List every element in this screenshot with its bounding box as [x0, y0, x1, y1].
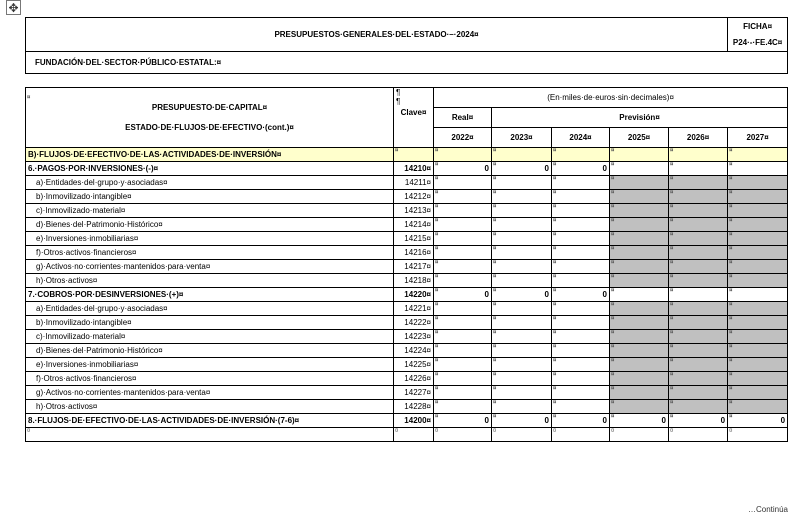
- table-row: [26, 218, 788, 232]
- real-header: Real¤: [434, 108, 492, 128]
- value-cell[interactable]: ¤ 0: [552, 414, 610, 428]
- value-cell[interactable]: [492, 232, 552, 246]
- blank-cell: [552, 428, 610, 442]
- value-cell[interactable]: [434, 372, 492, 386]
- value-cell[interactable]: [434, 274, 492, 288]
- blank-cell: [669, 428, 728, 442]
- value-cell[interactable]: [728, 204, 788, 218]
- row-clave: 14227¤: [394, 386, 434, 400]
- year-header: 2022¤: [434, 128, 492, 148]
- value-cell[interactable]: [669, 162, 728, 176]
- row-clave: 14210¤: [394, 162, 434, 176]
- value-cell[interactable]: [492, 246, 552, 260]
- value-cell[interactable]: [728, 288, 788, 302]
- value-cell[interactable]: [552, 386, 610, 400]
- value-cell[interactable]: [728, 400, 788, 414]
- value-cell[interactable]: [669, 344, 728, 358]
- value-cell[interactable]: [492, 372, 552, 386]
- value-cell[interactable]: [434, 176, 492, 190]
- row-label: a)·Entidades·del·grupo·y·asociadas¤: [26, 302, 394, 316]
- section-b-label: B)·FLUJOS·DE·EFECTIVO·DE·LAS·ACTIVIDADES·DE·INVERSIÓN¤: [26, 148, 394, 162]
- table-row: [26, 344, 788, 358]
- row-clave: 14211¤: [394, 176, 434, 190]
- row-clave: 14225¤: [394, 358, 434, 372]
- year-header: 2026¤: [669, 128, 728, 148]
- table-move-handle-icon[interactable]: ✥: [6, 0, 21, 15]
- value-cell[interactable]: [728, 372, 788, 386]
- value-cell[interactable]: [728, 246, 788, 260]
- value-cell[interactable]: [434, 400, 492, 414]
- table-row: [26, 176, 788, 190]
- value-cell[interactable]: [434, 358, 492, 372]
- page-title: PRESUPUESTOS·GENERALES·DEL·ESTADO·–·2024¤: [26, 18, 728, 52]
- value-cell[interactable]: [492, 274, 552, 288]
- row-label: h)·Otros·activos¤: [26, 274, 394, 288]
- value-cell[interactable]: ¤ 0: [669, 414, 728, 428]
- ficha-code: P24·-·FE.4C¤: [732, 37, 783, 47]
- row-label: b)·Inmovilizado·intangible¤: [26, 190, 394, 204]
- row-label: 7.·COBROS·POR·DESINVERSIONES·(+)¤: [26, 288, 394, 302]
- value-cell[interactable]: [728, 330, 788, 344]
- value-cell[interactable]: [434, 190, 492, 204]
- table-row: [26, 330, 788, 344]
- row-clave: 14212¤: [394, 190, 434, 204]
- value-cell[interactable]: [434, 386, 492, 400]
- value-cell[interactable]: ¤ 0: [434, 162, 492, 176]
- unit-note: (En·miles·de·euros·sin·decimales)¤: [434, 88, 788, 108]
- value-cell[interactable]: [728, 344, 788, 358]
- value-cell[interactable]: [434, 316, 492, 330]
- table-row: [26, 162, 788, 176]
- row-label: 6.·PAGOS·POR·INVERSIONES·(-)¤: [26, 162, 394, 176]
- ficha-box: [728, 18, 788, 52]
- ficha-label: FICHA¤: [743, 21, 773, 31]
- value-cell[interactable]: ¤ 0: [492, 162, 552, 176]
- value-cell[interactable]: [434, 344, 492, 358]
- value-cell[interactable]: [610, 246, 669, 260]
- value-cell[interactable]: [434, 302, 492, 316]
- value-cell[interactable]: [610, 162, 669, 176]
- row-label: e)·Inversiones·inmobiliarias¤: [26, 232, 394, 246]
- value-cell[interactable]: [552, 204, 610, 218]
- table-title-line1: ¤ PRESUPUESTO·DE·CAPITAL¤: [151, 102, 268, 112]
- blank-row: [26, 428, 788, 442]
- value-cell[interactable]: [669, 316, 728, 330]
- row-label: f)·Otros·activos·financieros¤: [26, 246, 394, 260]
- value-cell[interactable]: [492, 330, 552, 344]
- value-cell[interactable]: [669, 190, 728, 204]
- value-cell[interactable]: [552, 358, 610, 372]
- value-cell[interactable]: [669, 372, 728, 386]
- value-cell[interactable]: [492, 302, 552, 316]
- value-cell[interactable]: [610, 190, 669, 204]
- row-clave: 14200¤: [394, 414, 434, 428]
- value-cell[interactable]: ¤ 0: [492, 414, 552, 428]
- value-cell[interactable]: [728, 386, 788, 400]
- row-clave: 14223¤: [394, 330, 434, 344]
- separator-row: [26, 74, 788, 88]
- value-cell[interactable]: [610, 358, 669, 372]
- value-cell[interactable]: [610, 204, 669, 218]
- fundacion-label: FUNDACIÓN·DEL·SECTOR·PÚBLICO·ESTATAL:¤: [26, 52, 788, 74]
- value-cell[interactable]: [434, 218, 492, 232]
- value-cell[interactable]: [728, 190, 788, 204]
- value-cell[interactable]: [492, 190, 552, 204]
- value-cell[interactable]: ¤ 0: [434, 414, 492, 428]
- value-cell[interactable]: [610, 232, 669, 246]
- value-cell[interactable]: [669, 288, 728, 302]
- value-cell[interactable]: [552, 400, 610, 414]
- value-cell[interactable]: ¤ 0: [492, 288, 552, 302]
- blank-cell: [394, 428, 434, 442]
- value-cell[interactable]: [492, 204, 552, 218]
- row-label: d)·Bienes·del·Patrimonio·Histórico¤: [26, 344, 394, 358]
- value-cell[interactable]: [434, 246, 492, 260]
- value-cell[interactable]: [669, 274, 728, 288]
- row-label: g)·Activos·no·corrientes·mantenidos·para·venta¤: [26, 260, 394, 274]
- value-cell[interactable]: [669, 218, 728, 232]
- row-clave: 14215¤: [394, 232, 434, 246]
- table-row: [26, 260, 788, 274]
- value-cell[interactable]: [610, 400, 669, 414]
- row-label: 8.·FLUJOS·DE·EFECTIVO·DE·LAS·ACTIVIDADES·DE·INVERSIÓN·(7-6)¤: [26, 414, 394, 428]
- table-row: [26, 400, 788, 414]
- table-title-line2: ESTADO·DE·FLUJOS·DE·EFECTIVO·(cont.)¤: [125, 122, 294, 132]
- row-clave: 14217¤: [394, 260, 434, 274]
- value-cell[interactable]: [728, 358, 788, 372]
- value-cell[interactable]: [552, 176, 610, 190]
- value-cell[interactable]: [669, 400, 728, 414]
- year-header: 2024¤: [552, 128, 610, 148]
- table-row: [26, 288, 788, 302]
- value-cell[interactable]: [610, 288, 669, 302]
- value-cell[interactable]: [669, 358, 728, 372]
- value-cell[interactable]: [610, 218, 669, 232]
- year-header: 2025¤: [610, 128, 669, 148]
- row-label: f)·Otros·activos·financieros¤: [26, 372, 394, 386]
- table-row: [26, 414, 788, 428]
- value-cell[interactable]: [492, 260, 552, 274]
- value-cell[interactable]: [610, 316, 669, 330]
- table-row: [26, 274, 788, 288]
- value-cell[interactable]: [610, 344, 669, 358]
- row-label: g)·Activos·no·corrientes·mantenidos·para·venta¤: [26, 386, 394, 400]
- table-row: [26, 204, 788, 218]
- pilcrow-1: ¶: [396, 88, 401, 97]
- value-cell[interactable]: [669, 176, 728, 190]
- row-clave: 14221¤: [394, 302, 434, 316]
- value-cell[interactable]: [728, 316, 788, 330]
- table-row: [26, 246, 788, 260]
- value-cell[interactable]: [610, 372, 669, 386]
- value-cell[interactable]: [610, 302, 669, 316]
- row-clave: 14213¤: [394, 204, 434, 218]
- blank-cell: [492, 428, 552, 442]
- value-cell[interactable]: [728, 302, 788, 316]
- table-row: [26, 302, 788, 316]
- row-label: e)·Inversiones·inmobiliarias¤: [26, 358, 394, 372]
- blank-cell: [610, 428, 669, 442]
- value-cell[interactable]: [492, 218, 552, 232]
- value-cell[interactable]: [728, 162, 788, 176]
- value-cell[interactable]: [669, 330, 728, 344]
- blank-cell: [728, 428, 788, 442]
- value-cell[interactable]: [492, 386, 552, 400]
- row-clave: 14222¤: [394, 316, 434, 330]
- value-cell[interactable]: [552, 246, 610, 260]
- table-row: [26, 358, 788, 372]
- value-cell[interactable]: [434, 204, 492, 218]
- value-cell[interactable]: [610, 330, 669, 344]
- table-title: [26, 88, 394, 148]
- row-clave: 14214¤: [394, 218, 434, 232]
- row-label: b)·Inmovilizado·intangible¤: [26, 316, 394, 330]
- value-cell[interactable]: ¤ 0: [610, 414, 669, 428]
- row-label: a)·Entidades·del·grupo·y·asociadas¤: [26, 176, 394, 190]
- value-cell[interactable]: ¤ 0: [552, 288, 610, 302]
- value-cell[interactable]: [669, 232, 728, 246]
- value-cell[interactable]: [669, 246, 728, 260]
- row-clave: 14224¤: [394, 344, 434, 358]
- value-cell[interactable]: [552, 218, 610, 232]
- row-label: c)·Inmovilizado·material¤: [26, 204, 394, 218]
- value-cell[interactable]: [669, 386, 728, 400]
- continua-note: …Continúa: [747, 505, 788, 514]
- value-cell[interactable]: [610, 274, 669, 288]
- year-header: 2023¤: [492, 128, 552, 148]
- table-row: [26, 190, 788, 204]
- table-row: [26, 386, 788, 400]
- blank-cell: [26, 428, 394, 442]
- budget-form-table: [25, 17, 788, 442]
- value-cell[interactable]: [552, 372, 610, 386]
- value-cell[interactable]: ¤ 0: [552, 162, 610, 176]
- table-row: [26, 232, 788, 246]
- row-clave: 14216¤: [394, 246, 434, 260]
- value-cell[interactable]: [492, 400, 552, 414]
- value-cell[interactable]: [492, 176, 552, 190]
- value-cell[interactable]: ¤ 0: [434, 288, 492, 302]
- year-header: 2027¤: [728, 128, 788, 148]
- value-cell[interactable]: [728, 274, 788, 288]
- clave-label: Clave¤: [400, 108, 427, 117]
- value-cell[interactable]: [492, 344, 552, 358]
- row-label: c)·Inmovilizado·material¤: [26, 330, 394, 344]
- value-cell[interactable]: [552, 260, 610, 274]
- value-cell[interactable]: [434, 260, 492, 274]
- blank-cell: [434, 428, 492, 442]
- clave-header: [394, 88, 434, 148]
- value-cell[interactable]: [552, 316, 610, 330]
- value-cell[interactable]: [610, 260, 669, 274]
- value-cell[interactable]: [728, 260, 788, 274]
- row-label: d)·Bienes·del·Patrimonio·Histórico¤: [26, 218, 394, 232]
- value-cell[interactable]: [728, 176, 788, 190]
- table-row: [26, 372, 788, 386]
- row-clave: 14226¤: [394, 372, 434, 386]
- value-cell[interactable]: [552, 190, 610, 204]
- value-cell[interactable]: [552, 232, 610, 246]
- value-cell[interactable]: [552, 330, 610, 344]
- value-cell[interactable]: [669, 302, 728, 316]
- value-cell[interactable]: [669, 204, 728, 218]
- value-cell[interactable]: [728, 232, 788, 246]
- row-clave: 14218¤: [394, 274, 434, 288]
- value-cell[interactable]: [552, 344, 610, 358]
- value-cell[interactable]: [610, 386, 669, 400]
- value-cell[interactable]: [492, 316, 552, 330]
- value-cell[interactable]: [492, 358, 552, 372]
- row-clave: 14228¤: [394, 400, 434, 414]
- value-cell[interactable]: [669, 260, 728, 274]
- row-label: h)·Otros·activos¤: [26, 400, 394, 414]
- table-row: [26, 316, 788, 330]
- value-cell[interactable]: [434, 232, 492, 246]
- row-clave: 14220¤: [394, 288, 434, 302]
- value-cell[interactable]: [552, 302, 610, 316]
- value-cell[interactable]: [728, 218, 788, 232]
- value-cell[interactable]: [434, 330, 492, 344]
- value-cell[interactable]: ¤ 0: [728, 414, 788, 428]
- value-cell[interactable]: [610, 176, 669, 190]
- pilcrow-2: ¶: [396, 97, 401, 106]
- prevision-header: Previsión¤: [492, 108, 788, 128]
- value-cell[interactable]: [552, 274, 610, 288]
